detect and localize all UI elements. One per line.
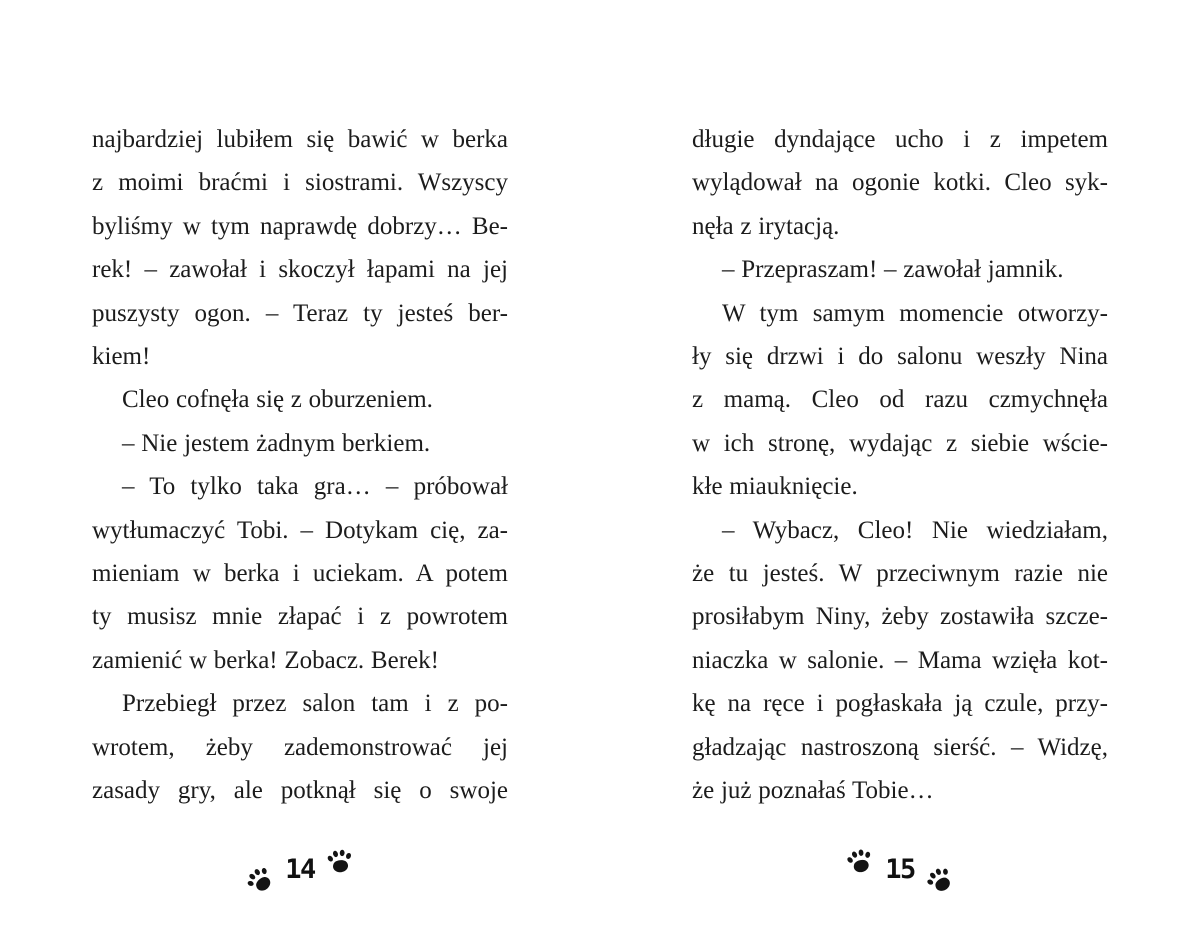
paw-print-icon xyxy=(919,859,960,900)
text-line: – Wybacz, Cleo! Nie wiedziałam, xyxy=(722,516,1108,544)
paw-print-icon xyxy=(842,843,878,879)
text-line: kiem! xyxy=(92,343,151,371)
text-line: wylądował na ogonie kotki. Cleo syk- xyxy=(692,169,1108,197)
page-left-footer xyxy=(92,842,508,902)
text-line: puszysty ogon. – Teraz ty jesteś ber- xyxy=(92,299,508,327)
text-line: najbardziej lubiłem się bawić w berka xyxy=(92,126,508,153)
text-line: nęła z irytacją. xyxy=(692,212,840,240)
text-line: rek! – zawołał i skoczył łapami na jej xyxy=(92,256,508,284)
page-right xyxy=(600,0,1200,946)
text-line: wytłumaczyć Tobi. – Dotykam cię, za- xyxy=(92,516,508,544)
page-left-text xyxy=(92,118,508,813)
text-line: że już poznałaś Tobie… xyxy=(692,777,934,805)
paw-print-icon xyxy=(323,845,356,878)
text-line: zasady gry, ale potknął się o swoje xyxy=(92,777,508,805)
text-line: że tu jesteś. W przeciwnym razie nie xyxy=(692,560,1108,588)
text-line: byliśmy w tym naprawdę dobrzy… Be- xyxy=(92,212,508,240)
page-right-text xyxy=(692,118,1108,813)
text-line: z mamą. Cleo od razu czmychnęła xyxy=(692,386,1108,414)
text-line: kłe miauknięcie. xyxy=(692,473,858,501)
text-line: W tym samym momencie otworzy- xyxy=(722,299,1108,327)
text-line: gładzając nastroszoną sierść. – Widzę, xyxy=(692,733,1108,761)
text-line: zamienić w berka! Zobacz. Berek! xyxy=(92,646,439,674)
text-line: Przebiegł przez salon tam i z po- xyxy=(122,690,508,718)
page-number-left: 14 xyxy=(285,854,315,885)
text-line: ty musisz mnie złapać i z powrotem xyxy=(92,603,508,631)
text-line: kę na ręce i pogłaskała ją czule, przy- xyxy=(692,690,1108,718)
text-line: długie dyndające ucho i z impetem xyxy=(692,126,1108,153)
text-line: z moimi braćmi i siostrami. Wszyscy xyxy=(92,169,508,197)
text-line: ły się drzwi i do salonu weszły Nina xyxy=(692,343,1108,371)
page-number-right: 15 xyxy=(885,854,915,885)
text-line: prosiłabym Niny, żeby zostawiła szcze- xyxy=(692,603,1108,631)
text-line: – To tylko taka gra… – próbował xyxy=(122,473,508,501)
text-line: mieniam w berka i uciekam. A potem xyxy=(92,560,508,588)
text-line: w ich stronę, wydając z siebie wście- xyxy=(692,429,1108,457)
page-right-footer xyxy=(692,842,1108,902)
paw-print-icon xyxy=(239,859,281,901)
text-line: Cleo cofnęła się z oburzeniem. xyxy=(122,386,433,414)
text-line: wrotem, żeby zademonstrować jej xyxy=(92,733,508,761)
text-line: – Przepraszam! – zawołał jamnik. xyxy=(722,256,1064,284)
text-line: niaczka w salonie. – Mama wzięła kot- xyxy=(692,646,1108,674)
text-line: – Nie jestem żadnym berkiem. xyxy=(122,429,431,457)
